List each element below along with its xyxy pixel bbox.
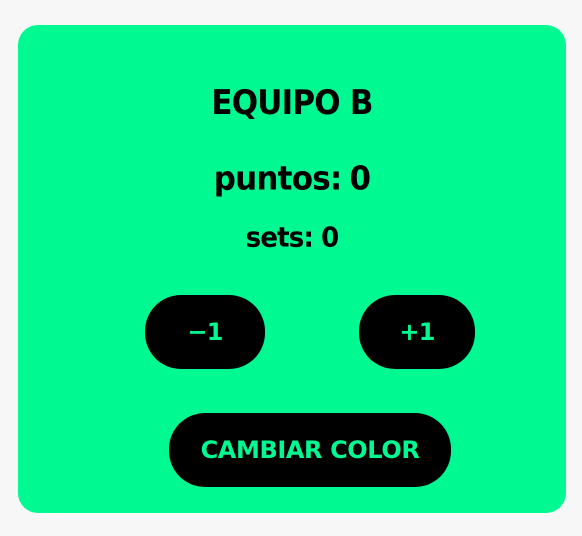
minus-one-button[interactable]: −1: [145, 295, 265, 369]
sets-row: [18, 222, 566, 254]
points-value: 0: [349, 159, 371, 199]
team-card: [18, 25, 566, 513]
sets-label: sets:: [245, 222, 314, 254]
points-row: [18, 160, 566, 198]
points-label: puntos:: [213, 159, 342, 199]
change-color-button[interactable]: CAMBIAR COLOR: [169, 413, 451, 487]
team-title: EQUIPO B: [211, 83, 373, 123]
plus-one-button[interactable]: +1: [359, 295, 475, 369]
sets-value: 0: [321, 222, 339, 254]
